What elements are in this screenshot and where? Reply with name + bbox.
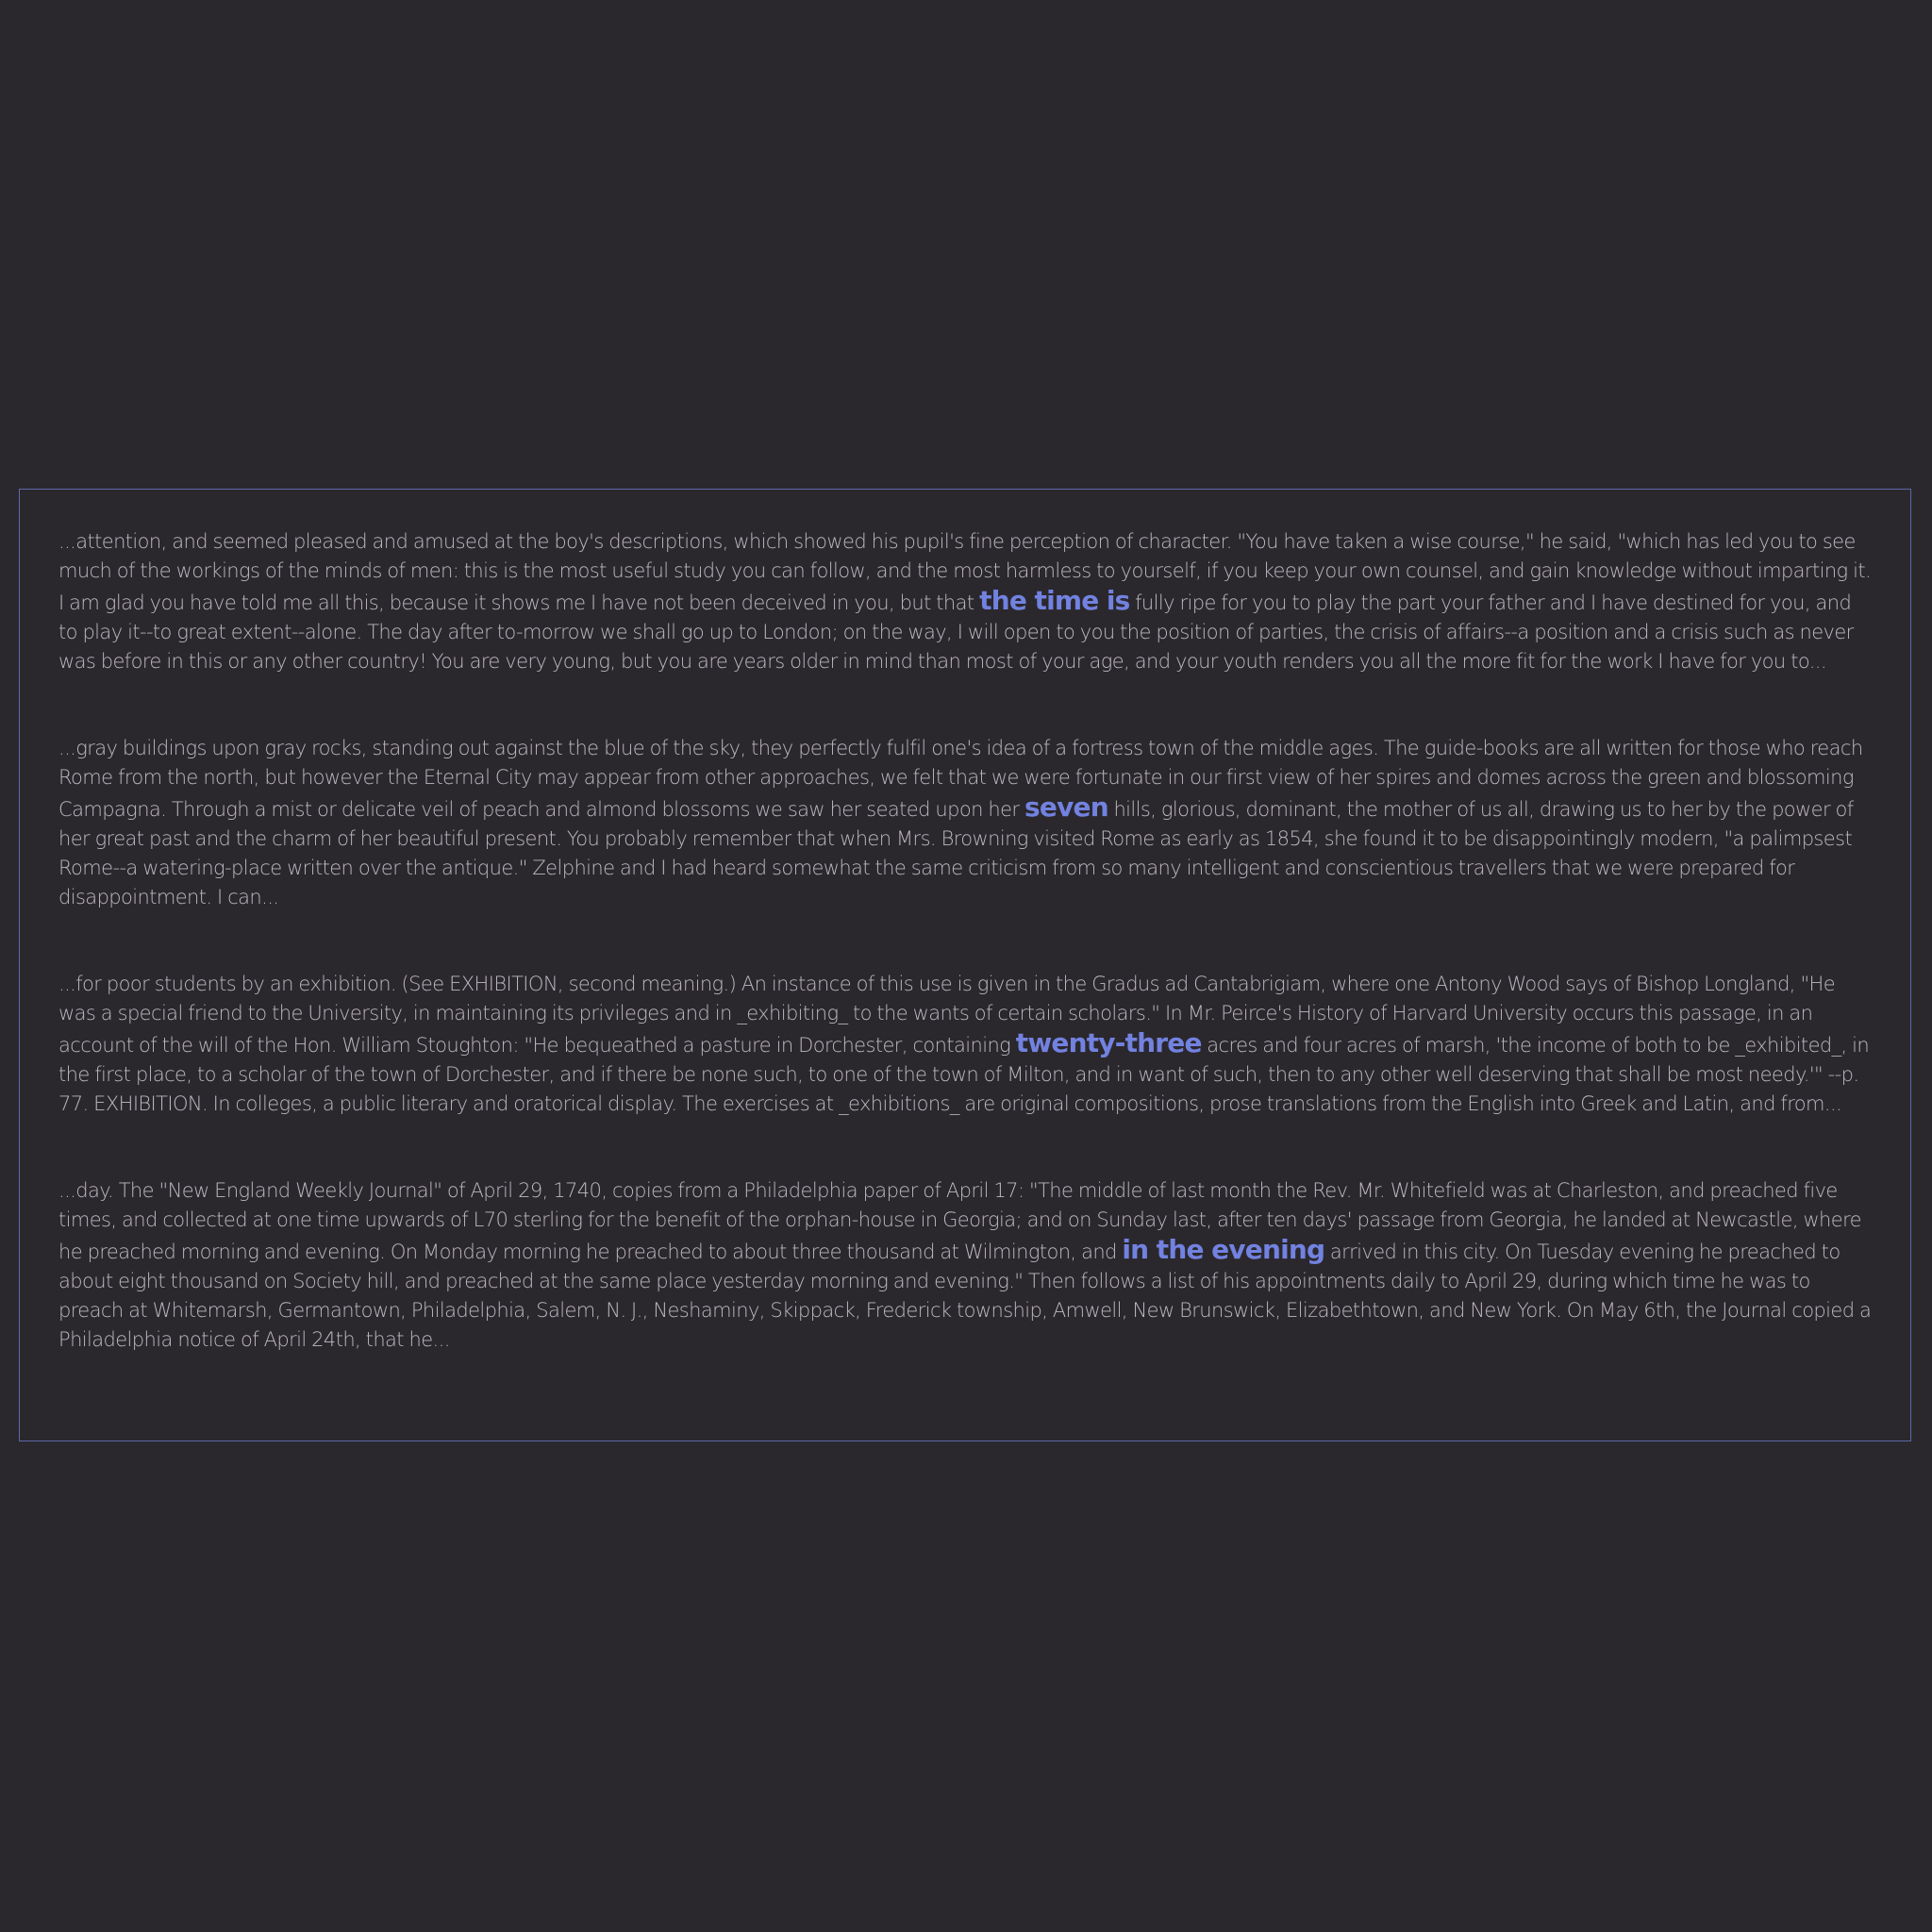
excerpt-text-before: ...for poor students by an exhibition. (See EXHIBITION, second meaning.) An instance of this use is given in the Gradus ad Cantabrigiam, where one Antony Wood says of Bishop Longland, "He was a special friend to the University, in maintaining its privileges and in _exhibiting_ to the wants of certain scholars." In Mr. Peirce's History of Harvard University occurs this passage, in an account of the will of the Hon. William Stoughton: "He bequeathed a pasture in Dorchester, containing [58, 973, 1836, 1057]
excerpt-1 [58, 527, 1873, 676]
excerpt-text-before: ...gray buildings upon gray rocks, standing out against the blue of the sky, they perfectly fulfil one's idea of a fortress town of the middle ages. The guide-books are all written for those who reach Rome from the north, but however the Eternal City may appear from other approaches, we felt that we were fortunate in our first view of her spires and domes across the green and blossoming Campagna. Through a mist or delicate veil of peach and almond blossoms we saw her seated upon her [58, 737, 1863, 821]
highlighted-match: twenty-three [1015, 1027, 1202, 1058]
results-panel [19, 489, 1911, 1441]
excerpt-text-before: ...day. The "New England Weekly Journal" of April 29, 1740, copies from a Philadelphia paper of April 17: "The middle of last month the Rev. Mr. Whitefield was at Charleston, and preached five times, and collected at one time upwards of L70 sterling for the benefit of the orphan-house in Georgia; and on Sunday last, after ten days' passage from Georgia, he landed at Newcastle, where he preached morning and evening. On Monday morning he preached to about three thousand at Wilmington, and [58, 1179, 1861, 1263]
excerpt-text-before: ...attention, and seemed pleased and amused at the boy's descriptions, which showed his pupil's fine perception of character. "You have taken a wise course," he said, "which has led you to see much of the workings of the minds of men: this is the most useful study you can follow, and the most harmless to yourself, if you keep your own counsel, and gain knowledge without imparting it. I am glad you have told me all this, because it shows me I have not been deceived in you, but that [58, 530, 1872, 614]
excerpt-4 [58, 1176, 1873, 1355]
excerpt-text-after: arrived in this city. On Tuesday evening he preached to about eight thousand on Society hill, and preached at the same place yesterday morning and evening." Then follows a list of his appointments daily to April 29, during which time he was to preach at Whitemarsh, Germantown, Philadelphia, Salem, N. J., Neshaminy, Skippack, Frederick township, Amwell, New Brunswick, Elizabethtown, and New York. On May 6th, the Journal copied a Philadelphia notice of April 24th, that he... [58, 1241, 1872, 1351]
excerpt-text-after: fully ripe for you to play the part your father and I have destined for you, and to play it--to great extent--alone. The day after to-morrow we shall go up to London; on the way, I will open to you the position of parties, the crisis of affairs--a position and a crisis such as never was before in this or any other country! You are very young, but you are years older in mind than most of your age, and your youth renders you all the more fit for the work I have for you to... [58, 591, 1854, 673]
highlighted-match: in the evening [1122, 1234, 1325, 1265]
excerpt-text-after: acres and four acres of marsh, 'the income of both to be _exhibited_, in the first place, to a scholar of the town of Dorchester, and if there be none such, to one of the town of Milton, and in want of such, then to any other well deserving that shall be most needy.'" --p. 77. EXHIBITION. In colleges, a public literary and oratorical display. The exercises at _exhibitions_ are original compositions, prose translations from the English into Greek and Latin, and from... [58, 1034, 1870, 1115]
highlighted-match: the time is [979, 585, 1130, 616]
highlighted-match: seven [1024, 791, 1108, 823]
excerpt-3 [58, 970, 1873, 1119]
excerpt-text-after: hills, glorious, dominant, the mother of us all, drawing us to her by the power of her great past and the charm of her beautiful present. You probably remember that when Mrs. Browning visited Rome as early as 1854, she found it to be disappointingly modern, "a palimpsest Rome--a watering-place written over the antique." Zelphine and I had heard somewhat the same criticism from so many intelligent and conscientious travellers that we were prepared for disappointment. I can... [58, 798, 1854, 908]
excerpt-2 [58, 734, 1873, 912]
